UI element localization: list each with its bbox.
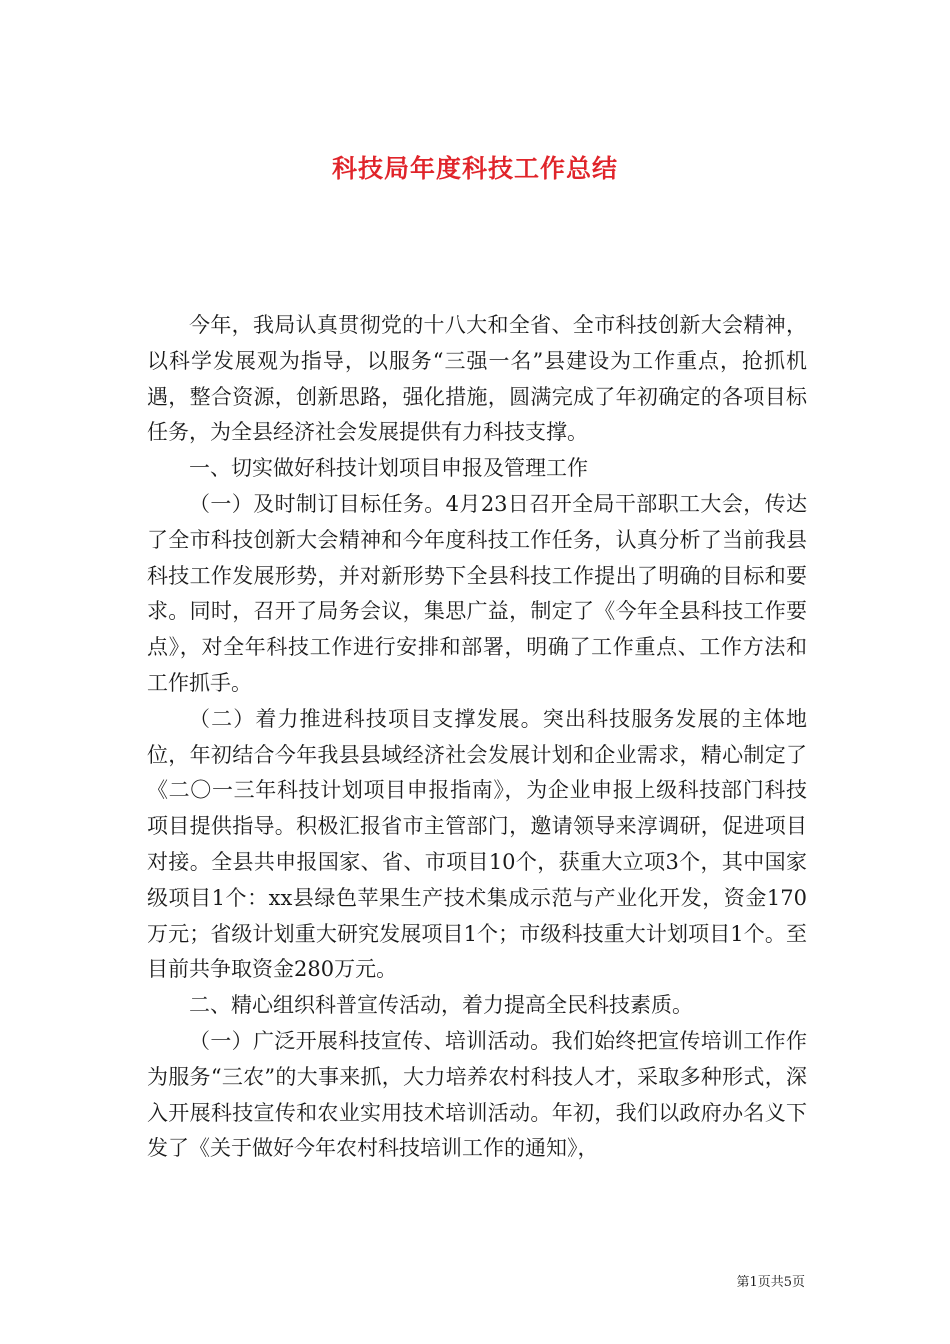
paragraph-1-2: （二）着力推进科技项目支撑发展。突出科技服务发展的主体地位，年初结合今年我县县域经济社会发展计划和企业需求，精心制定了《二〇一三年科技计划项目申报指南》，为企业申报上级科技部门科技项目提供指导。积极汇报省市主管部门，邀请领导来淳调研，促进项目对接。全县共申报国家、省、市项目10个，获重大立项3个，其中国家级项目1个：xx县绿色苹果生产技术集成示范与产业化开发，资金170万元；省级计划重大研究发展项目1个；市级科技重大计划项目1个。至目前共争取资金280万元。 [147,706,807,982]
paragraph-intro: 今年，我局认真贯彻党的十八大和全省、全市科技创新大会精神，以科学发展观为指导，以服务“三强一名”县建设为工作重点，抢抓机遇，整合资源，创新思路，强化措施，圆满完成了年初确定的各项目标任务，为全县经济社会发展提供有力科技支撑。 [147,313,807,445]
document-body [147,308,807,1167]
section-heading-1: 一、切实做好科技计划项目申报及管理工作 [189,456,588,481]
document-title: 科技局年度科技工作总结 [331,153,618,183]
paragraph-2-1: （一）广泛开展科技宣传、培训活动。我们始终把宣传培训工作作为服务“三农”的大事来抓，大力培养农村科技人才，采取多种形式，深入开展科技宣传和农业实用技术培训活动。年初，我们以政府办名义下发了《关于做好今年农村科技培训工作的通知》， [147,1028,807,1161]
paragraph-1-1: （一）及时制订目标任务。4月23日召开全局干部职工大会，传达了全市科技创新大会精神和今年度科技工作任务，认真分析了当前我县科技工作发展形势，并对新形势下全县科技工作提出了明确的目标和要求。同时，召开了局务会议，集思广益，制定了《今年全县科技工作要点》，对全年科技工作进行安排和部署，明确了工作重点、工作方法和工作抓手。 [147,491,807,695]
section-heading-2: 二、精心组织科普宣传活动，着力提高全民科技素质。 [189,993,693,1018]
page-number: 第1页共5页 [736,1275,805,1290]
